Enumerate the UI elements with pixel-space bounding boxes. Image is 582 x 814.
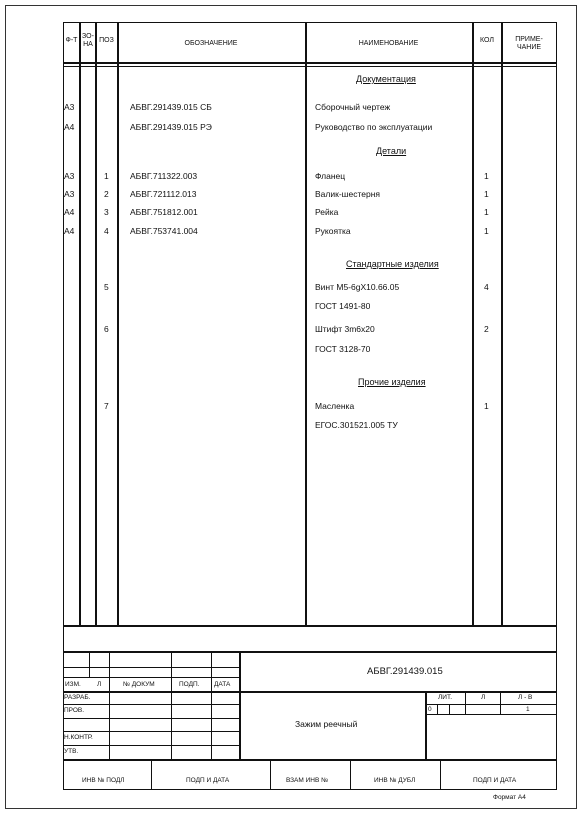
label-utv: УТВ. xyxy=(64,748,79,755)
row-pos: 2 xyxy=(104,189,109,199)
strip-col-3 xyxy=(350,759,351,790)
row-name: Винт М5-6gХ10.66.05 xyxy=(315,282,400,292)
col-line-2 xyxy=(95,22,97,625)
row-designation: АБВГ.721112.013 xyxy=(130,189,197,199)
strip-podp-data-1: ПОДП И ДАТА xyxy=(186,777,230,784)
tb-h-line-1 xyxy=(63,667,240,668)
row-designation: АБВГ.711322.003 xyxy=(130,171,198,181)
row-pos: 1 xyxy=(104,171,109,181)
strip-col-2 xyxy=(270,759,271,790)
row-name: Сборочный чертеж xyxy=(315,102,391,112)
row-format: А3 xyxy=(64,189,75,199)
row-qty: 2 xyxy=(484,324,489,334)
title-block-top-line xyxy=(63,651,557,653)
lit-col-3 xyxy=(465,691,466,714)
row-qty: 1 xyxy=(484,226,489,236)
header-name: НАИМЕНОВАНИЕ xyxy=(358,40,419,47)
row-pos: 3 xyxy=(104,207,109,217)
lit-col-4 xyxy=(500,691,501,714)
row-qty: 1 xyxy=(484,401,489,411)
row-name: Штифт 3m6х20 xyxy=(315,324,375,334)
row-qty: 1 xyxy=(484,171,489,181)
label-nkontr: Н.КОНТР. xyxy=(64,734,93,741)
row-name-line2: ЕГОС.301521.005 ТУ xyxy=(315,420,398,430)
tb-h-line-7 xyxy=(63,745,240,746)
col-podp: ПОДП. xyxy=(179,681,200,688)
strip-inv-dubl: ИНВ № ДУБЛ xyxy=(374,777,416,784)
row-designation: АБВГ.753741.004 xyxy=(130,226,198,236)
strip-col-1 xyxy=(151,759,152,790)
lit-row-line-1 xyxy=(425,704,557,705)
label-prov: ПРОВ. xyxy=(64,707,85,714)
section-standard: Стандартные изделия xyxy=(346,259,439,269)
header-note: ПРИМЕ- ЧАНИЕ xyxy=(515,36,543,51)
header-format: Ф-Т xyxy=(65,37,78,44)
row-designation: АБВГ.291439.015 СБ xyxy=(130,102,212,112)
lit-col-left xyxy=(425,691,427,759)
tb-col-l xyxy=(89,651,90,677)
lit-row-line-2 xyxy=(425,714,557,715)
row-format: А3 xyxy=(64,171,75,181)
table-bottom-line xyxy=(63,625,557,627)
row-pos: 6 xyxy=(104,324,109,334)
label-razrab: РАЗРАБ. xyxy=(64,694,91,701)
header-sub-line xyxy=(63,66,557,67)
lit-col-1 xyxy=(437,704,438,714)
strip-vzam-inv: ВЗАМ ИНВ № xyxy=(286,777,329,784)
header-zone: ЗО- НА xyxy=(82,33,94,48)
header-designation: ОБОЗНАЧЕНИЕ xyxy=(184,40,238,47)
label-listov: Л - В xyxy=(518,694,533,701)
format-label: Формат А4 xyxy=(493,794,526,801)
row-format: А4 xyxy=(64,226,75,236)
row-name-line2: ГОСТ 3128-70 xyxy=(315,344,371,354)
row-pos: 7 xyxy=(104,401,109,411)
header-bottom-line xyxy=(63,62,557,64)
row-pos: 4 xyxy=(104,226,109,236)
col-line-4 xyxy=(305,22,307,625)
row-pos: 5 xyxy=(104,282,109,292)
header-qty: КОЛ xyxy=(480,37,494,44)
strip-podp-data-2: ПОДП И ДАТА xyxy=(473,777,517,784)
label-list: Л xyxy=(481,694,486,701)
row-format: А3 xyxy=(64,102,75,112)
row-designation: АБВГ.751812.001 xyxy=(130,207,198,217)
row-name: Валик-шестерня xyxy=(315,189,380,199)
strip-col-4 xyxy=(440,759,441,790)
tb-bottom-line xyxy=(63,759,557,761)
col-ndokum: № ДОКУМ xyxy=(123,681,155,688)
row-qty: 1 xyxy=(484,189,489,199)
row-name: Фланец xyxy=(315,171,346,181)
listov-value: 1 xyxy=(526,706,530,713)
tb-h-line-2 xyxy=(63,677,240,678)
row-qty: 4 xyxy=(484,282,489,292)
col-line-6 xyxy=(501,22,503,625)
col-line-1 xyxy=(79,22,81,625)
row-name-line2: ГОСТ 1491-80 xyxy=(315,301,371,311)
col-line-5 xyxy=(472,22,474,625)
main-frame xyxy=(63,22,557,790)
section-parts: Детали xyxy=(376,146,407,156)
row-name: Рейка xyxy=(315,207,339,217)
lit-col-2 xyxy=(449,704,450,714)
row-qty: 1 xyxy=(484,207,489,217)
row-designation: АБВГ.291439.015 РЭ xyxy=(130,122,212,132)
col-line-3 xyxy=(117,22,119,625)
row-name: Рукоятка xyxy=(315,226,351,236)
tb-h-line-3 xyxy=(63,691,557,693)
section-docs: Документация xyxy=(356,74,416,84)
tb-h-line-6 xyxy=(63,731,240,732)
row-format: А4 xyxy=(64,122,75,132)
row-format: А4 xyxy=(64,207,75,217)
strip-inv-podl: ИНВ № ПОДЛ xyxy=(82,777,125,784)
label-lit: ЛИТ. xyxy=(438,694,452,701)
col-data: ДАТА xyxy=(214,681,231,688)
tb-h-line-4 xyxy=(63,704,240,705)
col-izm: ИЗМ. xyxy=(65,681,81,688)
header-pos: ПОЗ xyxy=(99,37,114,44)
row-name: Масленка xyxy=(315,401,355,411)
item-name: Зажим реечный xyxy=(295,719,358,729)
tb-h-line-5 xyxy=(63,718,240,719)
lit-value: 0 xyxy=(428,706,432,713)
doc-number: АБВГ.291439.015 xyxy=(367,666,443,677)
row-name: Руководство по эксплуатации xyxy=(315,122,433,132)
col-l: Л xyxy=(97,681,102,688)
section-other: Прочие изделия xyxy=(358,377,426,387)
